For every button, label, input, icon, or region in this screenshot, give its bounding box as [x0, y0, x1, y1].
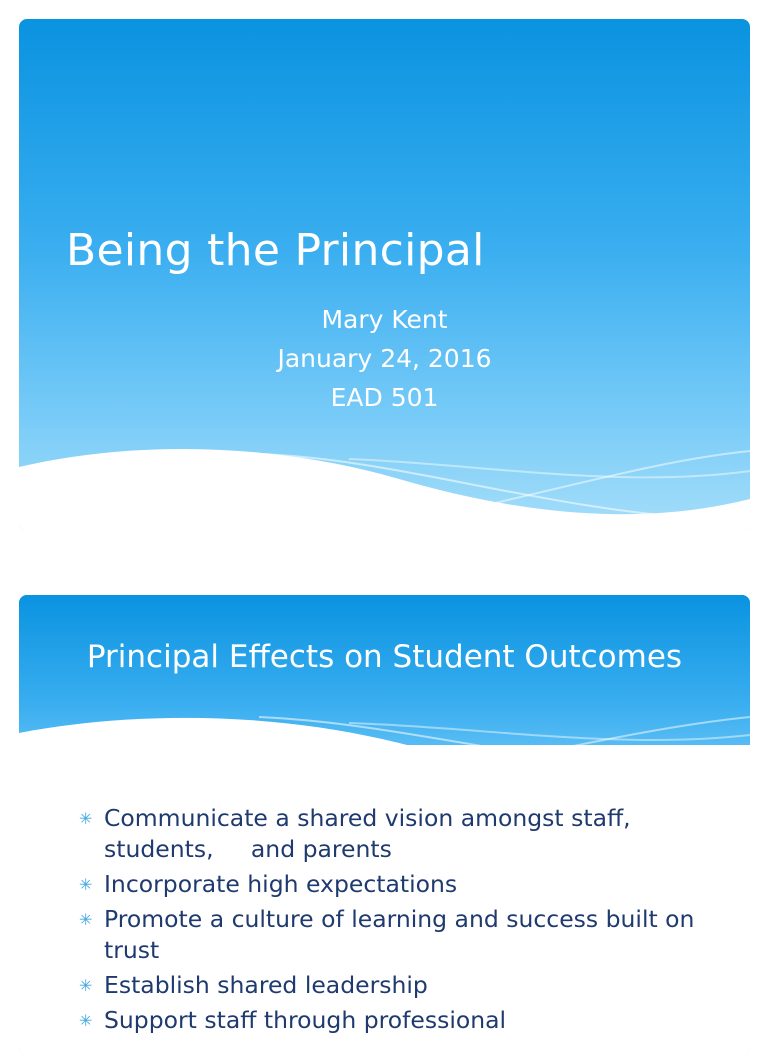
wave-decoration: [19, 419, 750, 531]
slide-title: Principal Effects on Student Outcomes: [86, 639, 683, 675]
bullet-text: Promote a culture of learning and success built on trust: [104, 905, 702, 964]
asterisk-bullet-icon: ✳: [79, 976, 93, 995]
course-code: EAD 501: [330, 383, 439, 412]
asterisk-bullet-icon: ✳: [79, 1011, 93, 1030]
asterisk-bullet-icon: ✳: [79, 875, 93, 894]
bullet-item: [79, 904, 719, 966]
asterisk-bullet-icon: ✳: [79, 910, 93, 929]
title-slide: [19, 19, 750, 531]
bullet-item: [79, 803, 719, 865]
asterisk-bullet-icon: ✳: [79, 809, 93, 828]
wave-decoration: [19, 695, 750, 785]
bullet-list: [79, 803, 719, 1040]
content-slide: [19, 595, 750, 1055]
bullet-text: Communicate a shared vision amongst staff, students, and parents: [104, 804, 639, 863]
bullet-text: Establish shared leadership: [104, 971, 428, 999]
slide-title: Being the Principal: [66, 225, 485, 276]
bullet-item: [79, 1005, 719, 1036]
presenter-name: Mary Kent: [321, 305, 448, 334]
presentation-date: January 24, 2016: [277, 344, 492, 373]
bullet-item: [79, 970, 719, 1001]
bullet-item: [79, 869, 719, 900]
bullet-text: Support staff through professional: [104, 1006, 507, 1034]
bullet-text: Incorporate high expectations: [104, 870, 458, 898]
